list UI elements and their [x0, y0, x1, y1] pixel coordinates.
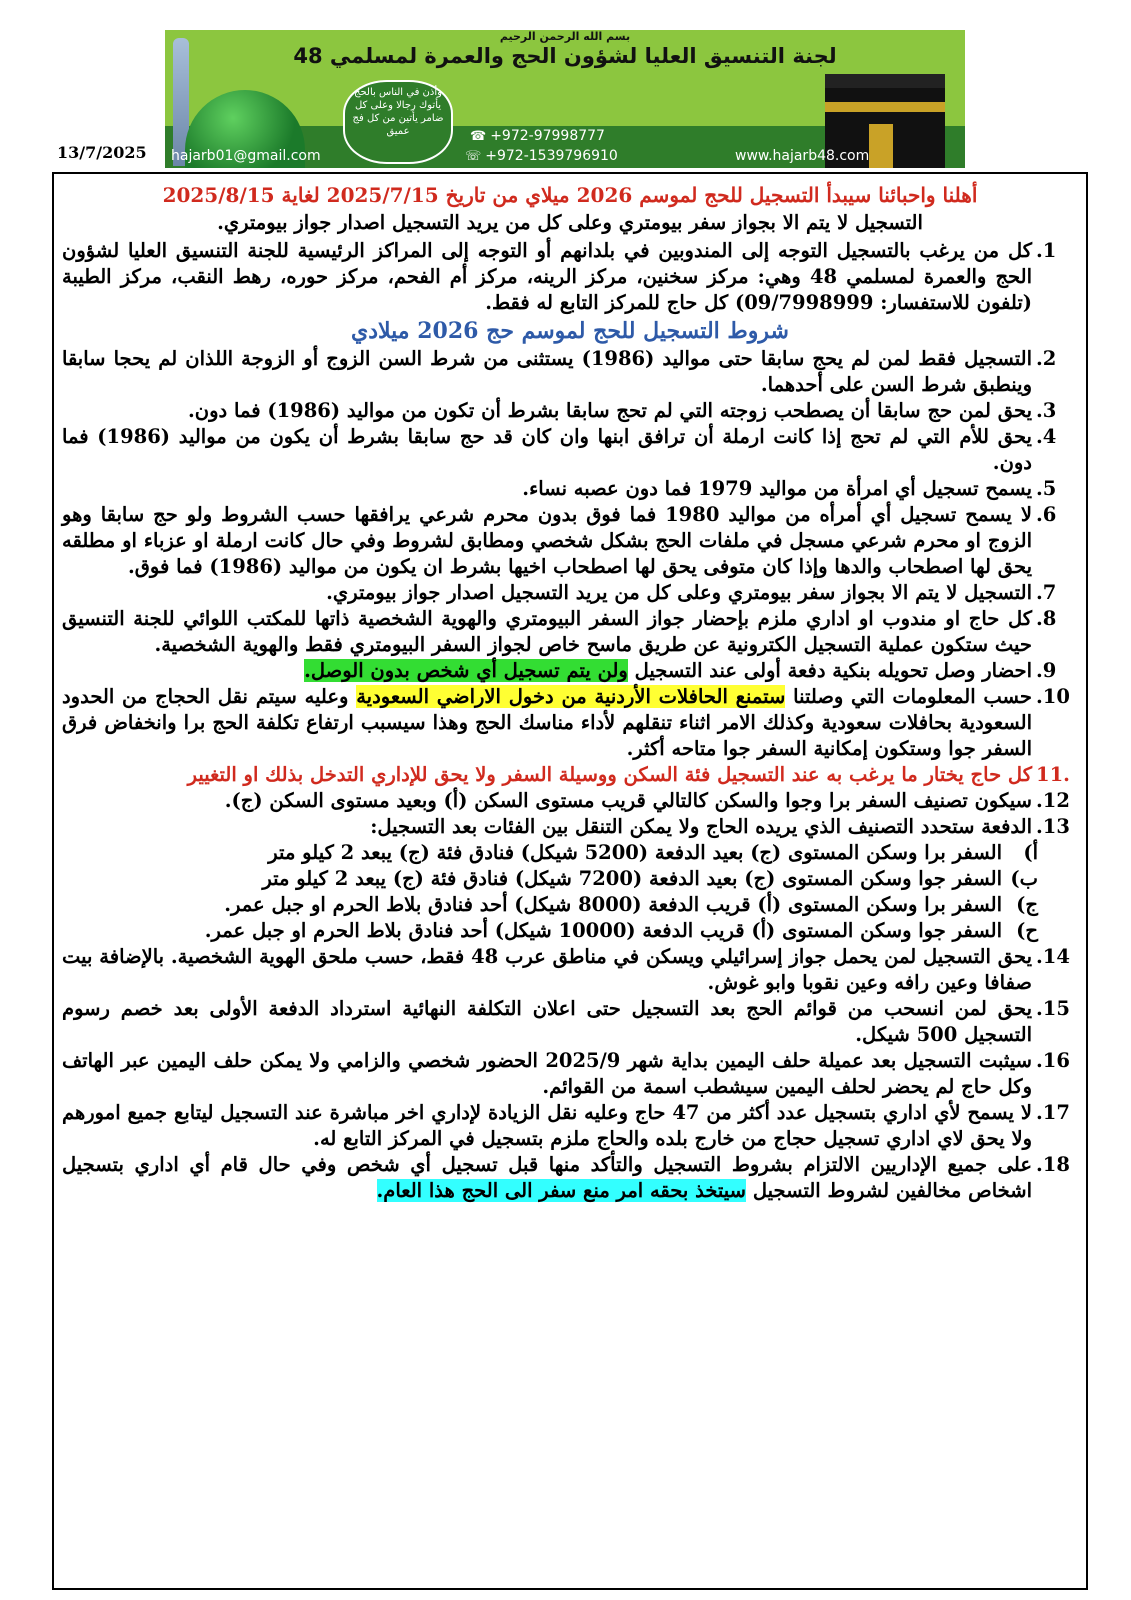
- item-number: .11: [1036, 763, 1070, 786]
- item-number: 13.: [1036, 815, 1070, 838]
- basmala: بسم الله الرحمن الرحيم: [499, 30, 631, 43]
- sub-list-item: [62, 918, 1078, 944]
- list-item: [62, 1152, 1078, 1204]
- item-number: 10.: [1036, 685, 1070, 708]
- kaaba-door: [869, 124, 893, 168]
- list-item: [62, 1048, 1078, 1100]
- list-item: [62, 502, 1078, 580]
- item-number: 12.: [1036, 789, 1070, 812]
- item-text-plain: على جميع الإداريين الالتزام بشروط التسجيل والتأكد منها قبل تسجيل أي شخص وفي حال قام أي اداري بتسجيل اشخاص مخالفين لشروط التسجيل: [62, 1153, 1032, 1202]
- kaaba-gold-band: [825, 102, 945, 112]
- sub-item-letter: ح): [1016, 919, 1038, 942]
- item-number: 8.: [1036, 607, 1057, 630]
- item-text: لا يسمح لأي اداري بتسجيل عدد أكثر من 47 حاج وعليه نقل الزيادة لإداري اخر مباشرة عند التسجيل ليتابع جميع امورهم ولا يحق لاي اداري تسجيل حجاج من خارج بلده والحاج ملزم بتسجيل في المركز التابع له.: [62, 1101, 1032, 1150]
- item-text: سيثبت التسجيل بعد عميلة حلف اليمين بداية شهر 2025/9 الحضور شخصي والزامي ولا يمكن حلف اليمين عبر الهاتف وكل حاج لم يحضر لحلف اليمين سيشطب اسمة من القوائم.: [62, 1049, 1032, 1098]
- item-text: يحق لمن انسحب من قوائم الحج بعد التسجيل حتى اعلان التكلفة النهائية استرداد الدفعة الأولى بعد خصم رسوم التسجيل 500 شيكل.: [62, 997, 1032, 1046]
- website-link[interactable]: www.hajarb48.com: [735, 148, 870, 164]
- item-text: سيكون تصنيف السفر برا وجوا والسكن كالتالي قريب مستوى السكن (أ) وبعيد مستوى السكن (ج).: [224, 789, 1032, 812]
- item-text: يسمح تسجيل أي امرأة من مواليد 1979 فما دون عصبه نساء.: [522, 477, 1032, 500]
- item-number: 7.: [1036, 581, 1057, 604]
- sub-item-letter: ب): [1010, 867, 1038, 890]
- item-text: التسجيل فقط لمن لم يحج سابقا حتى مواليد (1986) يستثنى من شرط السن الزوج أو الزوجة اللذان لم يحجا سابقا وينطبق شرط السن على أحدهما.: [62, 347, 1032, 396]
- list-item: [62, 606, 1078, 658]
- list-item: [62, 424, 1078, 476]
- item-text: الدفعة ستحدد التصنيف الذي يريده الحاج ولا يمكن التنقل بين الفئات بعد التسجيل:: [370, 815, 1032, 838]
- phone-secondary[interactable]: ☏ +972-1539796910: [465, 148, 618, 164]
- highlighted-penalty: سيتخذ بحقه امر منع سفر الى الحج هذا العام.: [376, 1179, 747, 1202]
- item-text-plain: وعليه سيتم نقل الحجاج من الحدود السعودية بحافلات سعودية وكذلك الامر اثناء تنقلهم لأداء مناسك الحج وهذا سيسبب ارتفاع تكلفة الحج برا وانخفاض فرق السفر جوا وستكون إمكانية السفر جوا متاحه أكثر.: [62, 685, 1032, 760]
- organization-title: لجنة التنسيق العليا لشؤون الحج والعمرة لمسلمي 48: [293, 44, 837, 68]
- email-link[interactable]: hajarb01@gmail.com: [171, 148, 321, 164]
- item-number: 6.: [1036, 503, 1057, 526]
- sub-item-text: السفر برا وسكن المستوى (ج) بعيد الدفعة (5200 شيكل) فنادق فئة (ج) يبعد 2 كيلو متر: [268, 841, 1002, 864]
- document-body: [62, 178, 1078, 1204]
- list-item: [62, 814, 1078, 840]
- item-number: 16.: [1036, 1049, 1070, 1072]
- list-item: [62, 788, 1078, 814]
- item-text: كل حاج او مندوب او اداري ملزم بإحضار جواز السفر البيومتري والهوية الشخصية ذاتها للمكتب اللوائي للجنة التنسيق حيث ستكون عملية التسجيل الكترونية عن طريق ماسح خاص لجواز السفر البيومتري فقط والهوية الشخصية.: [62, 607, 1032, 656]
- item-number: 15.: [1036, 997, 1070, 1020]
- list-item: [62, 658, 1078, 684]
- sub-item-text: السفر جوا وسكن المستوى (أ) قريب الدفعة (10000 شيكل) أحد فنادق بلاط الحرم او جبل عمر.: [204, 919, 1002, 942]
- fax-icon: ☏: [465, 149, 482, 164]
- quran-verse: وأذن في الناس بالحج يأتوك رجالا وعلى كل ضامر يأتين من كل فج عميق: [343, 80, 453, 164]
- item-number: 3.: [1036, 399, 1057, 422]
- list-item: [62, 238, 1078, 316]
- list-item: [62, 944, 1078, 996]
- sub-item-letter: أ): [1023, 841, 1038, 864]
- item-text: [62, 1152, 1032, 1204]
- item-text-plain: حسب المعلومات التي وصلتنا: [793, 685, 1032, 708]
- sub-list-item: [62, 892, 1078, 918]
- list-item-emphasized: [62, 762, 1078, 788]
- phone-primary[interactable]: ☎ +972-97998777: [470, 128, 605, 144]
- item-text: يحق التسجيل لمن يحمل جواز إسرائيلي ويسكن في مناطق عرب 48 فقط، حسب ملحق الهوية الشخصية. بالإضافة بيت صفافا وعين رافه وعين نقوبا وابو غوش.: [62, 945, 1032, 994]
- item-text: كل حاج يختار ما يرغب به عند التسجيل فئة السكن ووسيلة السفر ولا يحق للإداري التدخل بذلك او التغيير: [187, 763, 1032, 786]
- item-text-plain: احضار وصل تحويله بنكية دفعة أولى عند التسجيل: [634, 659, 1032, 682]
- sub-list-item: [62, 866, 1078, 892]
- conditions-heading: شروط التسجيل للحج لموسم حج 2026 ميلادي: [351, 318, 789, 344]
- item-number: 9.: [1036, 659, 1057, 682]
- phone-icon: ☎: [470, 129, 487, 144]
- registration-headline: أهلنا واحبائنا سيبدأ التسجيل للحج لموسم 2026 ميلاي من تاريخ 2025/7/15 لغاية 2025/8/15: [162, 183, 978, 207]
- highlighted-notice: ستمنع الحافلات الأردنية من دخول الاراضي السعودية: [356, 685, 786, 708]
- item-number: 4.: [1036, 425, 1057, 448]
- intro-line: التسجيل لا يتم الا بجواز سفر بيومتري وعلى كل من يريد التسجيل اصدار جواز بيومتري.: [217, 211, 923, 234]
- list-item: [62, 398, 1078, 424]
- item-text: [62, 684, 1032, 762]
- sub-item-letter: ج): [1016, 893, 1038, 916]
- list-item: [62, 346, 1078, 398]
- item-text: التسجيل لا يتم الا بجواز سفر بيومتري وعلى كل من يريد التسجيل اصدار جواز بيومتري.: [326, 581, 1032, 604]
- item-text: يحق للأم التي لم تحج إذا كانت ارملة أن ترافق ابنها وان كان قد حج سابقا بشرط أن يكون من مواليد (1986) فما دون.: [62, 425, 1032, 474]
- sub-list-item: [62, 840, 1078, 866]
- item-number: 5.: [1036, 477, 1057, 500]
- item-text: [62, 658, 1032, 684]
- item-text: لا يسمح تسجيل أي أمرأه من مواليد 1980 فما فوق بدون محرم شرعي يرافقها حسب الشروط ولو حج سابقا وهو الزوج او محرم شرعي مسجل في ملفات الحج بشكل شخصي ومطابق لشروط وفي حال كانت ارملة او عزباء او مطلقه يحق لها اصطحاب والدها وإذا كان متوفى يحق لها اصطحاب اخيها بشرط ان يكون من مواليد (1986) فما فوق.: [62, 503, 1032, 578]
- sub-item-text: السفر جوا وسكن المستوى (ج) بعيد الدفعة (7200 شيكل) فنادق فئة (ج) يبعد 2 كيلو متر: [262, 867, 1002, 890]
- item-text: كل من يرغب بالتسجيل التوجه إلى المندوبين في بلدانهم أو التوجه إلى المراكز الرئيسية للجنة التنسيق العليا لشؤون الحج والعمرة لمسلمي 48 وهي: مركز سخنين، مركز الرينه، مركز أم الفحم، مركز حوره، رهط النقب، مركز الطيبة (تلفون للاستفسار: 09/7998999) كل حاج للمركز التابع له فقط.: [62, 239, 1032, 314]
- item-number: 14.: [1036, 945, 1070, 968]
- list-item: [62, 996, 1078, 1048]
- item-number: 18.: [1036, 1153, 1070, 1176]
- item-number: 2.: [1036, 347, 1057, 370]
- sub-item-text: السفر برا وسكن المستوى (أ) قريب الدفعة (8000 شيكل) أحد فنادق بلاط الحرم او جبل عمر.: [224, 893, 1002, 916]
- highlighted-warning: ولن يتم تسجيل أي شخص بدون الوصل.: [304, 659, 628, 682]
- item-number: 1.: [1036, 239, 1057, 262]
- document-date: 13/7/2025: [57, 143, 147, 162]
- header-banner: [165, 30, 965, 168]
- list-item: [62, 580, 1078, 606]
- item-number: 17.: [1036, 1101, 1070, 1124]
- list-item: [62, 684, 1078, 762]
- list-item: [62, 476, 1078, 502]
- item-text: يحق لمن حج سابقا أن يصطحب زوجته التي لم تحج سابقا بشرط أن تكون من مواليد (1986) فما دون.: [188, 399, 1032, 422]
- list-item: [62, 1100, 1078, 1152]
